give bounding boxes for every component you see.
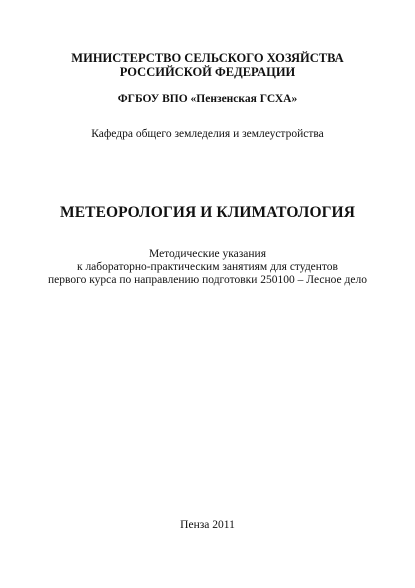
department-name: Кафедра общего земледелия и землеустройства	[91, 128, 324, 140]
description-line-2: к лабораторно-практическим занятиям для студентов	[76, 261, 338, 273]
ministry-line-1: МИНИСТЕРСТВО СЕЛЬСКОГО ХОЗЯЙСТВА	[71, 51, 344, 65]
place-year: Пенза 2011	[180, 519, 235, 531]
description-line-1: Методические указания	[149, 248, 266, 260]
ministry-line-2: РОССИЙСКОЙ ФЕДЕРАЦИИ	[119, 65, 296, 79]
institution-name: ФГБОУ ВПО «Пензенская ГСХА»	[117, 93, 298, 105]
description-line-3: первого курса по направлению подготовки 250100 – Лесное дело	[48, 274, 367, 286]
document-title: МЕТЕОРОЛОГИЯ И КЛИМАТОЛОГИЯ	[59, 204, 356, 221]
